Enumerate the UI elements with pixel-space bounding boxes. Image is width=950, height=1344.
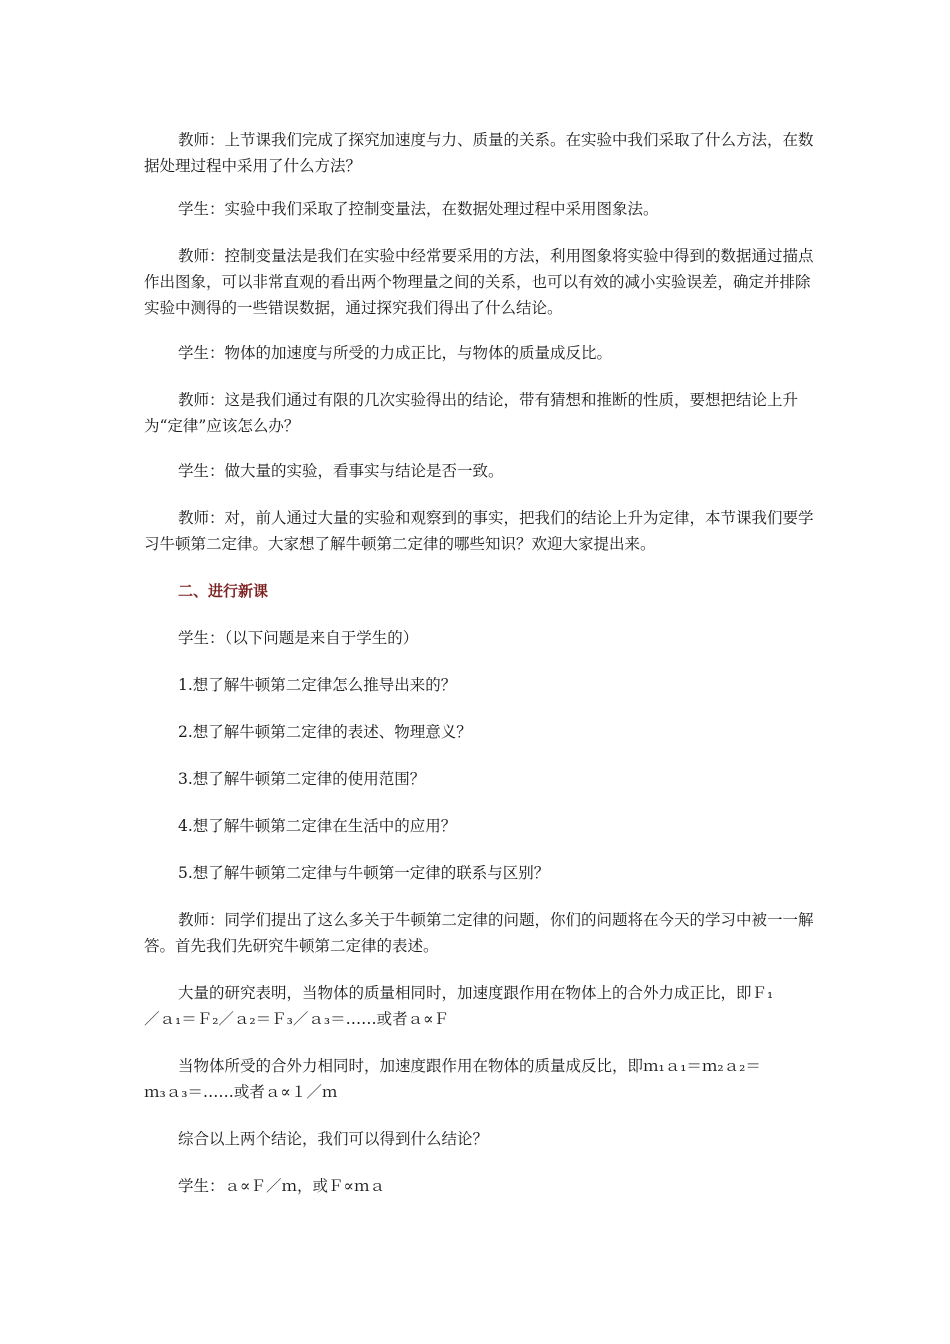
paragraph-teacher-2: 教师：控制变量法是我们在实验中经常要采用的方法，利用图象将实验中得到的数据通过描点作出图象，可以非常直观的看出两个物理量之间的关系，也可以有效的减小实验误差，确定并排除实验中测得的一些错误数据，通过探究我们得出了什么结论。 xyxy=(144,247,814,317)
question-combine: 综合以上两个结论，我们可以得到什么结论？ xyxy=(178,1130,489,1148)
question-item: 4.想了解牛顿第二定律在生活中的应用？ xyxy=(178,817,457,835)
question-item: 5.想了解牛顿第二定律与牛顿第一定律的联系与区别？ xyxy=(178,864,550,882)
student-answer: 学生：ａ∝Ｆ／ｍ，或Ｆ∝ｍａ xyxy=(178,1177,385,1195)
paragraph-teacher-1: 教师：上节课我们完成了探究加速度与力、质量的关系。在实验中我们采取了什么方法，在数据处理过程中采用了什么方法？ xyxy=(144,131,814,175)
statement-one-line-1: 大量的研究表明，当物体的质量相同时，加速度跟作用在物体上的合外力成正比，即Ｆ₁ xyxy=(178,984,774,1002)
paragraph-teacher-reply: 教师：同学们提出了这么多关于牛顿第二定律的问题，你们的问题将在今天的学习中被一一解答。首先我们先研究牛顿第二定律的表述。 xyxy=(144,911,814,955)
question-item: 2.想了解牛顿第二定律的表述、物理意义？ xyxy=(178,723,472,741)
student-intro: 学生：（以下问题是来自于学生的） xyxy=(178,629,419,647)
question-item: 1.想了解牛顿第二定律怎么推导出来的？ xyxy=(178,676,457,694)
section-heading: 二、进行新课 xyxy=(178,582,269,600)
paragraph-student-2: 学生：物体的加速度与所受的力成正比，与物体的质量成反比。 xyxy=(178,344,613,362)
statement-one-line-2: ／ａ₁＝Ｆ₂／ａ₂＝Ｆ₃／ａ₃＝……或者ａ∝Ｆ xyxy=(144,1010,450,1028)
paragraph-student-3: 学生：做大量的实验，看事实与结论是否一致。 xyxy=(178,462,504,480)
question-item: 3.想了解牛顿第二定律的使用范围？ xyxy=(178,770,426,788)
paragraph-teacher-4: 教师：对，前人通过大量的实验和观察到的事实，把我们的结论上升为定律，本节课我们要学习牛顿第二定律。大家想了解牛顿第二定律的哪些知识？欢迎大家提出来。 xyxy=(144,509,814,553)
paragraph-teacher-3: 教师：这是我们通过有限的几次实验得出的结论，带有猜想和推断的性质，要想把结论上升为“定律”应该怎么办？ xyxy=(144,391,799,435)
paragraph-student-1: 学生：实验中我们采取了控制变量法，在数据处理过程中采用图象法。 xyxy=(178,200,659,218)
statement-two-line-1: 当物体所受的合外力相同时，加速度跟作用在物体的质量成反比，即ｍ₁ａ₁＝ｍ₂ａ₂＝ xyxy=(178,1057,761,1075)
statement-two-line-2: ｍ₃ａ₃＝……或者ａ∝１／ｍ xyxy=(144,1083,338,1101)
